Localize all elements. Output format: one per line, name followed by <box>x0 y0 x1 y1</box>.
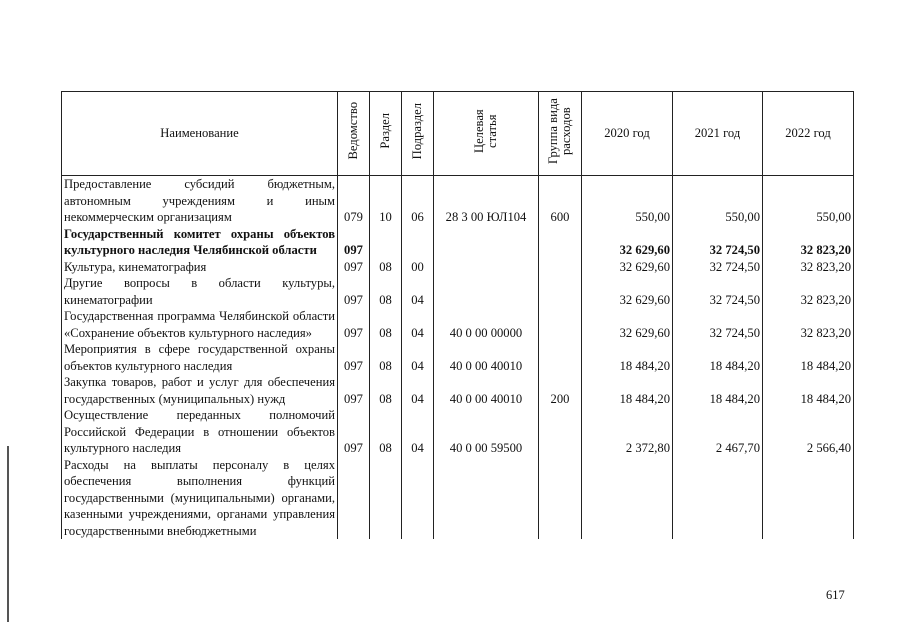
row-name: Предоставление субсидий бюджетным, автономным учреждениям и иным некоммерческим организациям <box>62 176 338 226</box>
row-target <box>434 275 539 308</box>
row-2020: 550,00 <box>582 176 673 226</box>
row-subsection: 00 <box>402 259 434 276</box>
row-target <box>434 259 539 276</box>
header-2020: 2020 год <box>582 92 673 176</box>
row-2020: 32 629,60 <box>582 259 673 276</box>
row-dept: 097 <box>338 308 370 341</box>
table-row <box>62 341 854 374</box>
row-dept: 097 <box>338 226 370 259</box>
row-section: 08 <box>370 374 402 407</box>
row-2021: 32 724,50 <box>673 226 763 259</box>
header-group: Группа вида расходов <box>539 92 582 176</box>
row-section <box>370 457 402 540</box>
row-group <box>539 457 582 540</box>
table-row <box>62 259 854 276</box>
row-group <box>539 341 582 374</box>
row-dept: 097 <box>338 341 370 374</box>
row-dept <box>338 457 370 540</box>
row-2022: 550,00 <box>763 176 854 226</box>
header-name: Наименование <box>62 92 338 176</box>
row-2022 <box>763 457 854 540</box>
row-2021: 18 484,20 <box>673 374 763 407</box>
row-target: 40 0 00 40010 <box>434 374 539 407</box>
row-name: Государственная программа Челябинской области «Сохранение объектов культурного наследия» <box>62 308 338 341</box>
row-section: 08 <box>370 341 402 374</box>
row-subsection <box>402 226 434 259</box>
row-group <box>539 259 582 276</box>
row-2020 <box>582 457 673 540</box>
table-row <box>62 308 854 341</box>
header-section: Раздел <box>370 92 402 176</box>
row-target: 40 0 00 00000 <box>434 308 539 341</box>
row-subsection: 04 <box>402 308 434 341</box>
row-2021: 550,00 <box>673 176 763 226</box>
row-group <box>539 407 582 457</box>
row-2020: 32 629,60 <box>582 226 673 259</box>
row-subsection: 04 <box>402 374 434 407</box>
table-row <box>62 457 854 540</box>
row-name: Осуществление переданных полномочий Российской Федерации в отношении объектов культурного наследия <box>62 407 338 457</box>
row-2020: 32 629,60 <box>582 275 673 308</box>
row-name: Государственный комитет охраны объектов культурного наследия Челябинской области <box>62 226 338 259</box>
budget-table <box>61 91 854 539</box>
row-dept: 079 <box>338 176 370 226</box>
row-2021: 18 484,20 <box>673 341 763 374</box>
header-target: Целевая статья <box>434 92 539 176</box>
row-2020: 18 484,20 <box>582 341 673 374</box>
row-2021: 32 724,50 <box>673 259 763 276</box>
row-section: 08 <box>370 308 402 341</box>
page-number: 617 <box>826 588 845 602</box>
table-row <box>62 407 854 457</box>
row-name: Культура, кинематография <box>62 259 338 276</box>
row-name: Закупка товаров, работ и услуг для обеспечения государственных (муниципальных) нужд <box>62 374 338 407</box>
row-target: 40 0 00 59500 <box>434 407 539 457</box>
margin-line <box>7 446 9 622</box>
row-2021: 2 467,70 <box>673 407 763 457</box>
row-2020: 2 372,80 <box>582 407 673 457</box>
row-target: 40 0 00 40010 <box>434 341 539 374</box>
row-name: Другие вопросы в области культуры, кинематографии <box>62 275 338 308</box>
row-target <box>434 457 539 540</box>
row-section <box>370 226 402 259</box>
row-section: 08 <box>370 275 402 308</box>
row-subsection: 06 <box>402 176 434 226</box>
row-2022: 32 823,20 <box>763 226 854 259</box>
row-2022: 32 823,20 <box>763 308 854 341</box>
row-group <box>539 275 582 308</box>
table-row <box>62 176 854 226</box>
row-2022: 18 484,20 <box>763 341 854 374</box>
row-name: Расходы на выплаты персоналу в целях обеспечения выполнения функций государственными (муниципальными) органами, казенными учреждениями, органами управления государственными внебюджетными <box>62 457 338 540</box>
row-2021: 32 724,50 <box>673 275 763 308</box>
row-2020: 18 484,20 <box>582 374 673 407</box>
row-subsection: 04 <box>402 407 434 457</box>
row-target: 28 3 00 ЮЛ104 <box>434 176 539 226</box>
row-group: 600 <box>539 176 582 226</box>
table-header-row <box>62 92 854 176</box>
row-name: Мероприятия в сфере государственной охраны объектов культурного наследия <box>62 341 338 374</box>
row-section: 10 <box>370 176 402 226</box>
header-2021: 2021 год <box>673 92 763 176</box>
row-dept: 097 <box>338 259 370 276</box>
row-group <box>539 308 582 341</box>
row-2021: 32 724,50 <box>673 308 763 341</box>
header-dept: Ведомство <box>338 92 370 176</box>
row-dept: 097 <box>338 374 370 407</box>
row-group <box>539 226 582 259</box>
row-2021 <box>673 457 763 540</box>
row-section: 08 <box>370 259 402 276</box>
row-subsection: 04 <box>402 275 434 308</box>
header-subsection: Подраздел <box>402 92 434 176</box>
row-2022: 18 484,20 <box>763 374 854 407</box>
row-subsection: 04 <box>402 341 434 374</box>
table-row <box>62 226 854 259</box>
row-section: 08 <box>370 407 402 457</box>
row-2022: 32 823,20 <box>763 275 854 308</box>
row-group: 200 <box>539 374 582 407</box>
row-target <box>434 226 539 259</box>
row-subsection <box>402 457 434 540</box>
header-2022: 2022 год <box>763 92 854 176</box>
row-2022: 32 823,20 <box>763 259 854 276</box>
row-2022: 2 566,40 <box>763 407 854 457</box>
table-row <box>62 275 854 308</box>
row-dept: 097 <box>338 407 370 457</box>
row-2020: 32 629,60 <box>582 308 673 341</box>
row-dept: 097 <box>338 275 370 308</box>
table-row <box>62 374 854 407</box>
